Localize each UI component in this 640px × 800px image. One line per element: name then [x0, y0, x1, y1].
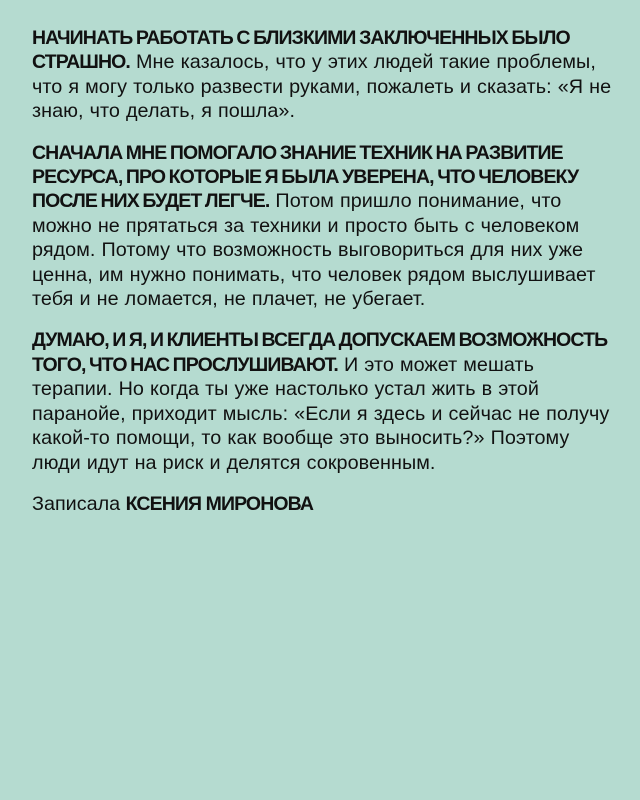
paragraph-1-text: Мне казалось, что у этих людей такие проблемы, что я могу только развести руками, пожалеть и сказать: «Я не знаю, что делать, я пошла». [32, 51, 612, 123]
credit-label: Записала [32, 492, 121, 515]
credit-author-name: КСЕНИЯ МИРОНОВА [125, 492, 314, 515]
paragraph-2-text: Потом пришло понимание, что можно не прятаться за техники и просто быть с человеком рядом. Потому что возможность выговориться для них уже ценна, им нужно понимать, что человек рядом выслушивает тебя и не ломается, не плачет, не убегает. [32, 190, 596, 311]
paragraph-2-lead: СНАЧАЛА МНЕ ПОМОГАЛО ЗНАНИЕ ТЕХНИК НА РАЗВИТИЕ РЕСУРСА, ПРО КОТОРЫЕ Я БЫЛА УВЕРЕНА, ЧТО ЧЕЛОВЕКУ ПОСЛЕ НИХ БУДЕТ ЛЕГЧЕ. [32, 141, 579, 213]
paragraph-3-lead: ДУМАЮ, И Я, И КЛИЕНТЫ ВСЕГДА ДОПУСКАЕМ ВОЗМОЖНОСТЬ ТОГО, ЧТО НАС ПРОСЛУШИВАЮТ. [32, 329, 608, 376]
article-body [32, 26, 612, 516]
paragraph-1-lead: НАЧИНАТЬ РАБОТАТЬ С БЛИЗКИМИ ЗАКЛЮЧЕННЫХ БЫЛО СТРАШНО. [32, 27, 570, 74]
paragraph-2 [32, 141, 612, 312]
author-credit [32, 492, 612, 516]
paragraph-1 [32, 26, 612, 124]
paragraph-3-text: И это может мешать терапии. Но когда ты уже настолько устал жить в этой паранойе, приходит мысль: «Если я здесь и сейчас не получу какой-то помощи, то как вообще это выносить?» Поэтому люди идут на риск и делятся сокровенным. [32, 353, 610, 474]
paragraph-3 [32, 328, 612, 474]
